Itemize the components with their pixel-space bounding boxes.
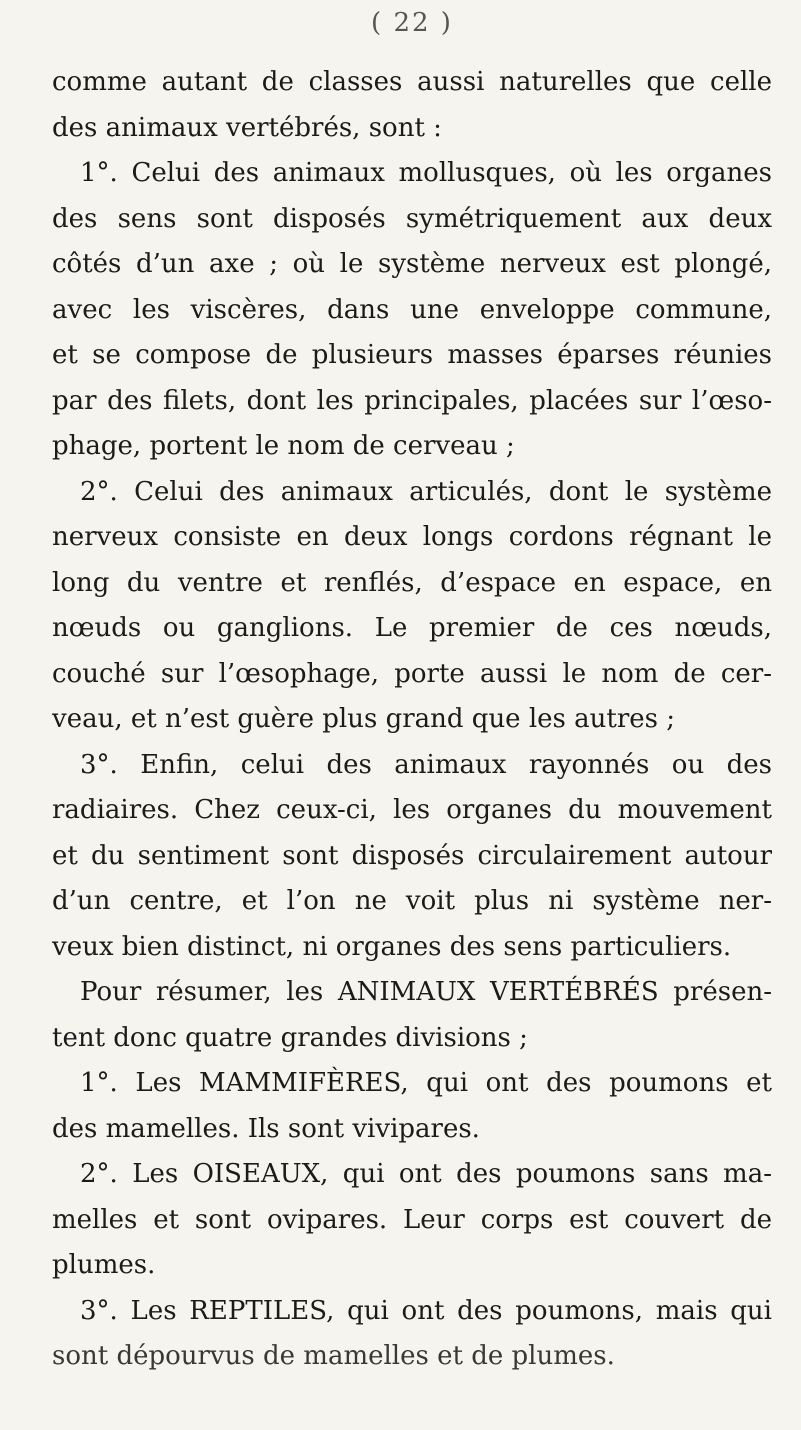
text-line: melles et sont ovipares. Leur corps est couvert de (52, 1204, 772, 1235)
text-line: et se compose de plusieurs masses éparses réunies (52, 340, 772, 370)
body-text (52, 60, 772, 1380)
text-line: et du sentiment sont disposés circulairement autour (52, 840, 772, 871)
text-line: nerveux consiste en deux longs cordons régnant le (52, 522, 772, 552)
text-line: veau, et n’est guère plus grand que les autres ; (52, 704, 676, 734)
text-line: 3°. Les REPTILES, qui ont des poumons, mais qui (80, 1295, 772, 1326)
text-line: avec les viscères, dans une enveloppe commune, (52, 294, 772, 325)
text-line: couché sur l’œsophage, porte aussi le nom de cer- (52, 658, 772, 689)
text-line: des sens sont disposés symétriquement aux deux (52, 203, 772, 234)
text-line: tent donc quatre grandes divisions ; (52, 1022, 528, 1053)
text-line: des animaux vertébrés, sont : (52, 112, 442, 143)
text-line: phage, portent le nom de cerveau ; (52, 431, 515, 461)
text-line: nœuds ou ganglions. Le premier de ces nœuds, (52, 613, 772, 643)
text-line: comme autant de classes aussi naturelles que celle (52, 67, 772, 97)
page-number: ( 22 ) (371, 8, 453, 38)
text-line: côtés d’un axe ; où le système nerveux est plongé, (52, 249, 772, 279)
text-line: 1°. Les MAMMIFÈRES, qui ont des poumons et (80, 1068, 772, 1098)
text-line: 1°. Celui des animaux mollusques, où les organes (80, 158, 772, 188)
text-line: 2°. Celui des animaux articulés, dont le système (80, 476, 772, 507)
text-line: 3°. Enfin, celui des animaux rayonnés ou des (80, 749, 772, 780)
text-line: d’un centre, et l’on ne voit plus ni système ner- (52, 886, 772, 916)
text-line: Pour résumer, les ANIMAUX VERTÉBRÉS présen- (80, 977, 772, 1007)
book-page (52, 0, 772, 1430)
text-line: veux bien distinct, ni organes des sens particuliers. (52, 931, 732, 962)
text-line: des mamelles. Ils sont vivipares. (52, 1113, 480, 1144)
text-line: sont dépourvus de mamelles et de plumes. (52, 1341, 615, 1371)
text-line: par des filets, dont les principales, placées sur l’œso- (52, 385, 772, 416)
text-line: long du ventre et renflés, d’espace en espace, en (52, 567, 772, 598)
text-line: 2°. Les OISEAUX, qui ont des poumons sans ma- (80, 1159, 772, 1189)
text-line: radiaires. Chez ceux-ci, les organes du mouvement (52, 795, 772, 825)
text-line: plumes. (52, 1250, 156, 1280)
